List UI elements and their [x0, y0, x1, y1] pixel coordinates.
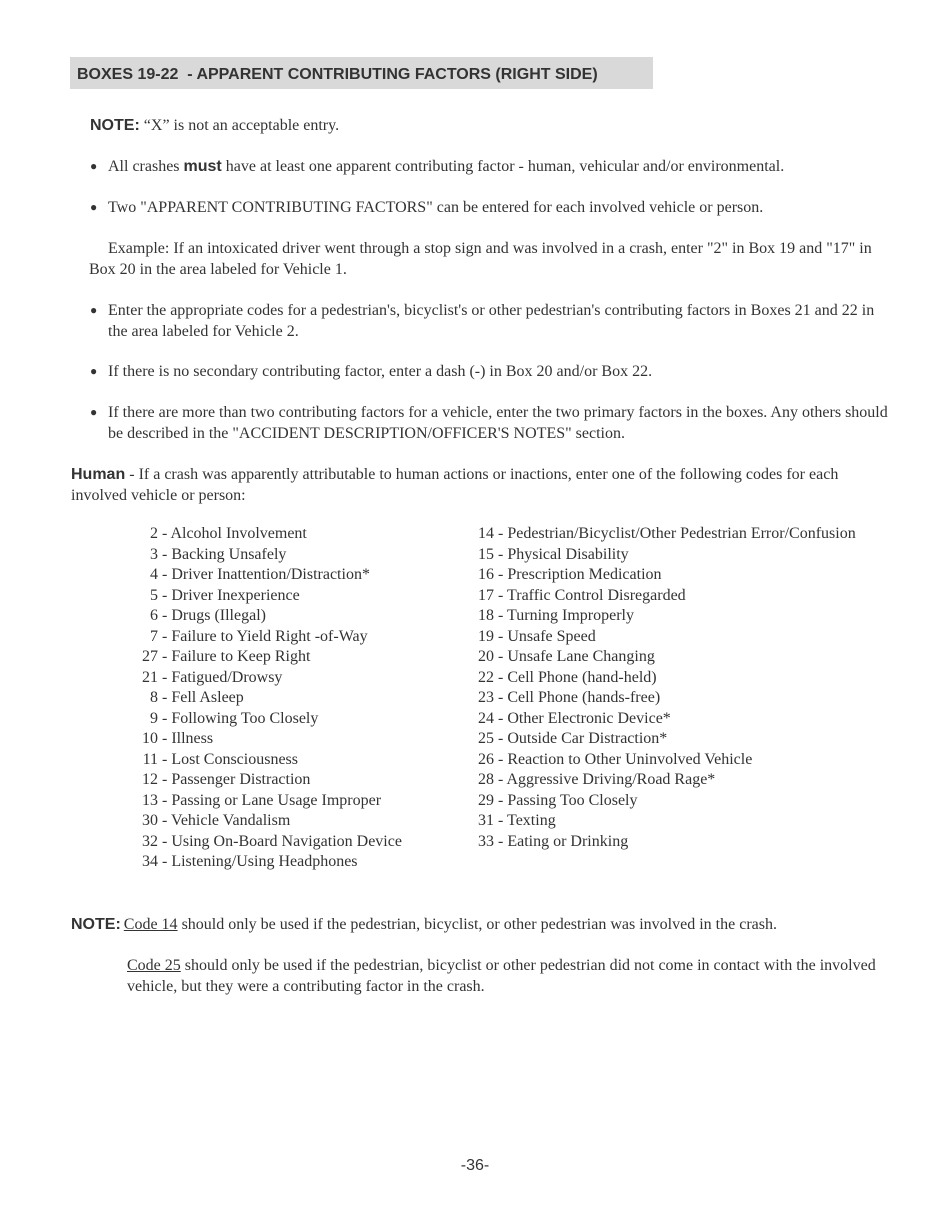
bullet-text: have at least one apparent contributing factor - human, vehicular and/or environmental.	[221, 158, 785, 175]
code-number: 31	[478, 812, 494, 829]
bullet-text: Two "APPARENT CONTRIBUTING FACTORS" can be entered for each involved vehicle or person.	[108, 199, 764, 216]
code-number: 15	[478, 545, 494, 563]
code-label: - Cell Phone (hands-free)	[498, 689, 661, 706]
human-text: - If a crash was apparently attributable to human actions or inactions, enter one of the following codes for each involved vehicle or person:	[71, 466, 839, 504]
code14-ref: Code 14	[123, 916, 178, 933]
code-number: 18	[478, 607, 494, 624]
code-item	[126, 524, 402, 545]
note-code25	[127, 955, 879, 997]
code-number: 8	[150, 689, 158, 706]
code-item	[462, 565, 856, 586]
code25-ref: Code 25	[127, 957, 181, 974]
code-label: - Drugs (Illegal)	[162, 607, 266, 624]
bullet-text: If there is no secondary contributing factor, enter a dash (-) in Box 20 and/or Box 22.	[108, 363, 653, 380]
codes-list-right	[462, 524, 856, 852]
code-item	[462, 647, 856, 668]
code-label: - Driver Inattention/Distraction*	[162, 566, 370, 583]
code-label: - Illness	[162, 730, 214, 747]
bullet-text: Enter the appropriate codes for a pedestrian's, bicyclist's or other pedestrian's contributing factors in Boxes 21 and 22 in the area labeled for Vehicle 2.	[108, 302, 875, 340]
code-item	[126, 770, 402, 791]
code-label: - Eating or Drinking	[498, 832, 629, 850]
bullet-dot-icon: ●	[90, 303, 98, 317]
code-item	[126, 627, 402, 648]
code-item	[462, 668, 856, 689]
code-label: - Unsafe Lane Changing	[498, 648, 655, 665]
code-number: 30	[142, 812, 158, 829]
code-number: 21	[142, 668, 158, 686]
code-label: - Physical Disability	[498, 545, 629, 563]
note-label: NOTE:	[90, 117, 140, 134]
code-item	[462, 524, 856, 545]
code-item	[126, 688, 402, 709]
bullet-dot-icon: ●	[90, 405, 98, 419]
code-number: 22	[478, 668, 494, 686]
note-label: NOTE:	[71, 916, 121, 933]
code-label: - Following Too Closely	[162, 709, 319, 727]
code-number: 9	[150, 709, 158, 727]
code-label: - Using On-Board Navigation Device	[162, 832, 402, 850]
note-entry	[90, 115, 890, 136]
code-number: 5	[150, 586, 158, 604]
code-label: - Outside Car Distraction*	[498, 730, 668, 747]
code-number: 4	[150, 566, 158, 583]
code-number: 2	[150, 525, 158, 542]
code-item	[126, 729, 402, 750]
bullet-emphasis: must	[183, 158, 222, 175]
code-label: - Pedestrian/Bicyclist/Other Pedestrian Error/Confusion	[498, 525, 856, 542]
code-label: - Fell Asleep	[162, 689, 244, 706]
code-number: 29	[478, 791, 494, 809]
code-item	[462, 709, 856, 730]
code-label: - Reaction to Other Uninvolved Vehicle	[498, 750, 753, 768]
bullet-text: If there are more than two contributing factors for a vehicle, enter the two primary factors in the boxes. Any others should be described in the "ACCIDENT DESCRIPTION/OFFICER'S NOTES" section.	[108, 404, 888, 442]
code-label: - Texting	[498, 812, 556, 829]
note-code25-text: should only be used if the pedestrian, bicyclist or other pedestrian did not come in contact with the involved vehicle, but they were a contributing factor in the crash.	[127, 957, 876, 995]
code-item	[462, 791, 856, 812]
code-label: - Vehicle Vandalism	[162, 812, 291, 829]
code-label: - Passing or Lane Usage Improper	[162, 791, 382, 809]
code-label: - Alcohol Involvement	[162, 525, 307, 542]
code-item	[126, 791, 402, 812]
code-label: - Failure to Keep Right	[162, 648, 311, 665]
code-item	[126, 545, 402, 566]
code-label: - Lost Consciousness	[162, 750, 298, 768]
code-number: 6	[150, 607, 158, 624]
code-number: 34	[142, 853, 158, 870]
code-number: 7	[150, 627, 158, 645]
code-number: 16	[478, 566, 494, 583]
code-item	[126, 709, 402, 730]
code-item	[126, 647, 402, 668]
note-code14-text: should only be used if the pedestrian, bicyclist, or other pedestrian was involved in the crash.	[177, 916, 777, 933]
code-label: - Unsafe Speed	[498, 627, 596, 645]
code-item	[126, 811, 402, 832]
page-number: -36-	[460, 1157, 490, 1174]
code-label: - Passenger Distraction	[162, 771, 311, 788]
code-number: 13	[142, 791, 158, 809]
code-number: 25	[478, 730, 494, 747]
code-number: 28	[478, 771, 494, 788]
code-number: 20	[478, 648, 494, 665]
code-number: 23	[478, 689, 494, 706]
note-text: “X” is not an acceptable entry.	[139, 117, 340, 134]
code-item	[462, 545, 856, 566]
code-number: 32	[142, 832, 158, 850]
section-header: BOXES 19-22 - APPARENT CONTRIBUTING FACTORS (RIGHT SIDE)	[70, 57, 653, 89]
code-item	[126, 586, 402, 607]
code-label: - Traffic Control Disregarded	[498, 586, 686, 604]
code-item	[462, 586, 856, 607]
code-label: - Aggressive Driving/Road Rage*	[498, 771, 716, 788]
code-number: 10	[142, 730, 158, 747]
human-intro	[71, 464, 881, 506]
note-code14	[71, 914, 891, 935]
code-item	[126, 750, 402, 771]
bullet-dot-icon: ●	[90, 364, 98, 378]
code-number: 14	[478, 525, 494, 542]
code-label: - Cell Phone (hand-held)	[498, 668, 657, 686]
code-label: - Passing Too Closely	[498, 791, 638, 809]
code-item	[462, 627, 856, 648]
example-paragraph: Example: If an intoxicated driver went through a stop sign and was involved in a crash, enter "2" in Box 19 and "17" in Box 20 in the area labeled for Vehicle 1.	[89, 240, 872, 278]
code-label: - Fatigued/Drowsy	[162, 668, 283, 686]
code-number: 19	[478, 627, 494, 645]
code-item	[462, 832, 856, 853]
code-item	[462, 688, 856, 709]
code-label: - Backing Unsafely	[162, 545, 287, 563]
code-number: 3	[150, 545, 158, 563]
code-label: - Failure to Yield Right -of-Way	[162, 627, 368, 645]
code-item	[462, 606, 856, 627]
code-number: 33	[478, 832, 494, 850]
human-label: Human	[71, 466, 126, 483]
bullet-text: All crashes	[108, 158, 184, 175]
code-number: 17	[478, 586, 494, 604]
code-label: - Prescription Medication	[498, 566, 662, 583]
code-label: - Driver Inexperience	[162, 586, 300, 604]
code-label: - Turning Improperly	[498, 607, 634, 624]
code-item	[462, 811, 856, 832]
bullet-dot-icon: ●	[90, 200, 98, 214]
code-item	[126, 565, 402, 586]
code-number: 24	[478, 709, 494, 727]
code-item	[126, 606, 402, 627]
code-label: - Listening/Using Headphones	[162, 853, 358, 870]
code-number: 27	[142, 648, 158, 665]
code-item	[126, 668, 402, 689]
code-item	[126, 832, 402, 853]
bullet-dot-icon: ●	[90, 159, 98, 173]
code-item	[462, 729, 856, 750]
codes-list-left	[126, 524, 402, 873]
code-item	[126, 852, 402, 873]
code-item	[462, 750, 856, 771]
code-number: 11	[142, 750, 158, 768]
code-item	[462, 770, 856, 791]
code-number: 12	[142, 771, 158, 788]
code-label: - Other Electronic Device*	[498, 709, 671, 727]
code-number: 26	[478, 750, 494, 768]
